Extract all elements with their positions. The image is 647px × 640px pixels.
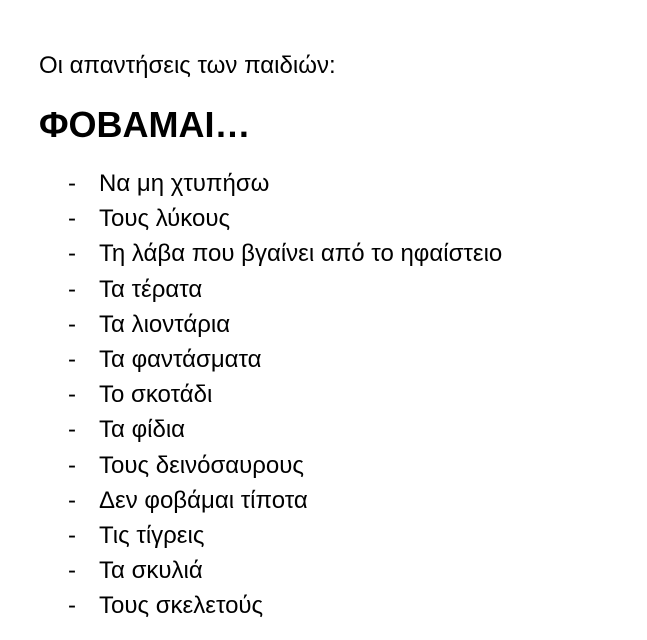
list-item [0,518,647,553]
dash-bullet: - [68,170,76,197]
list-item [0,272,647,307]
dash-bullet: - [68,416,76,444]
list-item [0,236,647,271]
answer-text: Τους λύκους [99,205,231,233]
answer-text: Τα φίδια [99,416,186,444]
intro-text: Οι απαντήσεις των παιδιών: [39,52,336,79]
dash-bullet: - [68,486,76,514]
dash-bullet: - [68,557,76,585]
answer-text: Τα σκυλιά [99,557,203,585]
dash-bullet: - [68,275,76,303]
dash-bullet: - [68,240,76,268]
dash-bullet: - [68,381,76,409]
list-item [0,377,647,412]
answer-text: Τα λιοντάρια [99,310,231,338]
list-item [0,166,647,201]
answer-text: Τους δεινόσαυρους [99,451,304,479]
page-title: ΦΟΒΑΜΑΙ… [39,104,251,145]
list-item [0,448,647,483]
list-item [0,307,647,342]
list-item [0,412,647,447]
answer-text: Να μη χτυπήσω [99,170,270,197]
answer-text: Τη λάβα που βγαίνει από το ηφαίστειο [99,240,503,268]
list-item [0,201,647,236]
answer-text: Τα φαντάσματα [99,345,262,373]
dash-bullet: - [68,521,76,549]
list-item [0,342,647,377]
dash-bullet: - [68,592,76,620]
dash-bullet: - [68,345,76,373]
answer-text: Δεν φοβάμαι τίποτα [99,486,308,514]
list-item [0,588,647,623]
list-item [0,483,647,518]
answer-text: Τα τέρατα [99,275,203,303]
answer-text: Τις τίγρεις [99,521,205,549]
answer-text: Το σκοτάδι [99,381,213,409]
dash-bullet: - [68,310,76,338]
list-item [0,553,647,588]
answer-text: Τους σκελετούς [99,592,264,620]
answers-list [0,166,647,623]
dash-bullet: - [68,451,76,479]
dash-bullet: - [68,205,76,233]
